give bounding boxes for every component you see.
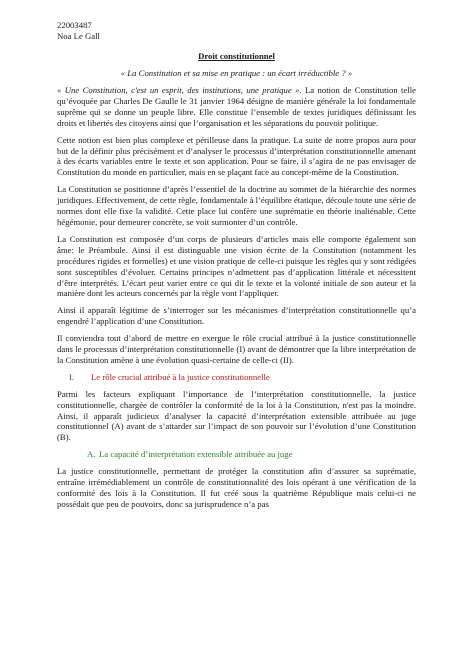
paragraph-5: Il conviendra tout d’abord de mettre en exergue le rôle crucial attribué à la justice constitutionnelle dans le processus d’interprétation constitutionnelle (I) avant de démontrer que la libre interprétation de la Constitution amène à une évolution quasi-certaine de celle-ci (II). [57,333,416,365]
paragraph-3: La Constitution est composée d’un corps de plusieurs d’articles mais elle comporte également son âme: le Préambule. Ainsi il est distinguable une vision écrite de la Constitution (notamment les procédures rigides et formelles) et une vision pratique de celle-ci puisque les règles qui y sont rédigées sont susceptibles d’évoluer. Certains principes n’admettent pas d’application littérale et nécessitent d’être interprétés. L’écart peut varier entre ce qui dit le texte et la volonté initiale de son auteur et la manière dont les acteurs concernés par la règle vont l’appliquer. [57,233,416,299]
section-1-title: Le rôle crucial attribué à la justice constitutionnelle [91,371,270,382]
intro-quote: « Une Constitution, c'est un esprit, des institutions, une pratique ». [57,85,302,95]
section-1-paragraph: Parmi les facteurs expliquant l’importance de l’interprétation constitutionnelle, la justice constitutionnelle, chargée de contrôler la conformité de la loi à la Constitution, n'est pas la moindre. Ainsi, il apparaît judicieux d’analyser la capacité d’interprétation extensible attribuée au juge constitutionnel (A) avant de s’attarder sur l’impact de son pouvoir sur l’évolution d’une Constitution (B). [57,388,416,443]
author-name: Noa Le Gall [57,30,100,41]
paragraph-4: Ainsi il apparaît légitime de s’interroger sur les mécanismes d’interprétation constitutionnelle qu’a engendré l’application d’une Constitution. [57,305,416,327]
student-id: 22003487 [57,20,92,30]
paragraph-2: La Constitution se positionne d’après l’essentiel de la doctrine au sommet de la hiérarchie des normes juridiques. Effectivement, de cette règle, fondamentale à l’équilibre étatique, découle toute une série de normes dont elle fixe la validité. Cette place lui confère une suprématie en théorie inaliénable. Cette hégémonie, pour demeurer concrète, se voit surmonter d’un contrôle. [57,184,417,227]
subsection-a-paragraph: La justice constitutionnelle, permettant de protéger la constitution afin d’assurer sa suprématie, entraîne irrémédiablement un contrôle de constitutionnalité des lois opérant à une vérification de la conformité des lois à la Constitution. Il fut créé sous la quatrième République mais celui-ci ne possédait que peu de pouvoirs, donc sa jurisprudence n’a pas [57,466,416,509]
section-1-heading [69,372,416,383]
subject-quote: « La Constitution et sa mise en pratique : un écart irréductible ? » [120,68,353,79]
intro-paragraph [57,85,416,129]
paragraph-1: Cette notion est bien plus complexe et périlleuse dans la pratique. La suite de notre propos aura pour but de la définir plus précisément et d’analyser le processus d’interprétation constitutionnelle amenant à des écarts variables entre le texte et son application. Pour se faire, il s’agira de ne pas envisager de Constitution du monde en particulier, mais en se plaçant face au concept-même de la Constitution. [57,134,416,178]
header-block [57,20,416,41]
subsection-a-letter: A. [87,449,96,460]
subsection-a-heading [87,449,416,460]
intro-text: La notion de Constitution telle qu’évoquée par Charles De Gaulle le 31 janvier 1964 désigne de manière générale la loi fondamentale suprême qui se donne un peuple libre. Elle constitue l’ensemble de textes juridiques définissant les droits et libertés des citoyens ainsi que l’organisation et les séparations du pouvoir politique. [57,85,416,128]
document-title: Droit constitutionnel [198,51,275,62]
section-1-number: I. [69,371,75,382]
subsection-a-title: La capacité d’interprétation extensible attribuée au juge [99,449,293,460]
